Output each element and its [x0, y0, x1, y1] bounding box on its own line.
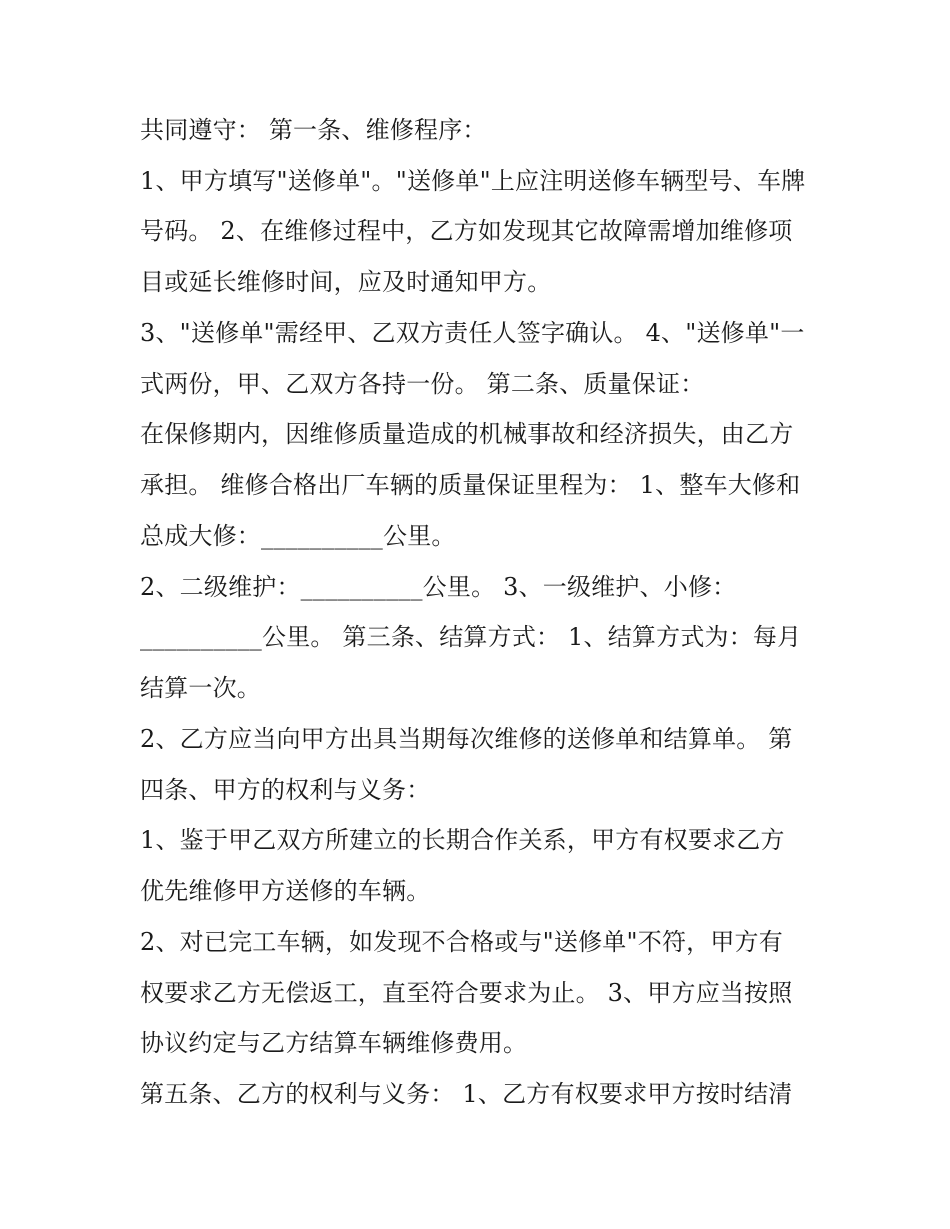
text-line: 式两份，甲、乙双方各持一份。 第二条、质量保证： [140, 370, 705, 398]
text-line: 1、甲方填写"送修单"。"送修单"上应注明送修车辆型号、车牌 [140, 167, 806, 195]
text-line: 1、鉴于甲乙双方所建立的长期合作关系，甲方有权要求乙方 [140, 826, 785, 854]
text-line: 总成大修：__________公里。 [140, 522, 456, 550]
text-line: 目或延长维修时间，应及时通知甲方。 [140, 268, 552, 296]
text-line: 第五条、乙方的权利与义务： 1、乙方有权要求甲方按时结清 [140, 1080, 793, 1108]
text-line: 结算一次。 [140, 674, 261, 702]
text-line: 权要求乙方无偿返工，直至符合要求为止。 3、甲方应当按照 [140, 979, 793, 1007]
text-line: __________公里。 第三条、结算方式： 1、结算方式为：每月 [140, 623, 802, 651]
text-line: 2、对已完工车辆，如发现不合格或与"送修单"不符，甲方有 [140, 928, 783, 956]
text-line: 优先维修甲方送修的车辆。 [140, 877, 431, 905]
text-line: 四条、甲方的权利与义务： [140, 776, 431, 804]
text-line: 号码。 2、在维修过程中，乙方如发现其它故障需增加维修项 [140, 217, 793, 245]
text-line: 共同遵守： 第一条、维修程序： [140, 116, 487, 144]
text-line: 协议约定与乙方结算车辆维修费用。 [140, 1029, 528, 1057]
text-line: 3、"送修单"需经甲、乙双方责任人签字确认。 4、"送修单"一 [140, 319, 805, 347]
text-line: 在保修期内，因维修质量造成的机械事故和经济损失，由乙方 [140, 420, 794, 448]
text-line: 2、乙方应当向甲方出具当期每次维修的送修单和结算单。 第 [140, 725, 793, 753]
text-line: 2、二级维护：__________公里。 3、一级维护、小修： [140, 573, 737, 601]
text-line: 承担。 维修合格出厂车辆的质量保证里程为： 1、整车大修和 [140, 471, 801, 499]
